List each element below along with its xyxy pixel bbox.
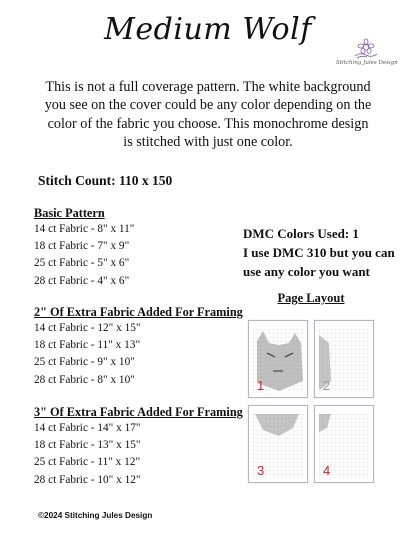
fabric-size-row: 14 ct Fabric - 14" x 17" (34, 422, 141, 434)
extra-3in-section (34, 404, 243, 489)
intro-line: is stitched with just one color. (123, 134, 293, 151)
page-layout-title: Page Layout (277, 291, 345, 305)
section-heading: Basic Pattern (34, 206, 105, 220)
extra-2in-section (34, 304, 243, 389)
fabric-size-row: 14 ct Fabric - 12" x 15" (34, 322, 141, 334)
page-thumbnail-1 (248, 320, 308, 398)
dmc-note: I use DMC 310 but you can (243, 245, 395, 261)
pattern-title: Medium Wolf (104, 12, 312, 47)
logo-text: Stitching Jules Design (336, 60, 398, 66)
section-heading: 2" Of Extra Fabric Added For Framing (34, 305, 243, 319)
page-number: 2 (323, 378, 331, 393)
intro-line: you see on the cover could be any color depending on the (44, 97, 372, 114)
dmc-info (243, 224, 395, 282)
brand-logo (336, 38, 396, 70)
intro-line: color of the fabric you choose. This monochrome design (47, 115, 369, 132)
intro-line: This is not a full coverage pattern. The white background (45, 79, 371, 95)
fabric-size-row: 28 ct Fabric - 8" x 10" (34, 373, 135, 386)
intro-paragraph (28, 78, 388, 152)
fabric-size-row: 14 ct Fabric - 8" x 11" (34, 223, 135, 235)
fabric-size-row: 18 ct Fabric - 7" x 9" (34, 240, 130, 253)
page-number: 1 (257, 378, 265, 393)
page-thumbnail-3 (248, 405, 308, 483)
page-thumbnail-4 (314, 405, 374, 483)
basic-pattern-section (34, 205, 134, 290)
fabric-size-row: 25 ct Fabric - 11" x 12" (34, 456, 141, 469)
fabric-size-row: 28 ct Fabric - 4" x 6" (34, 274, 130, 287)
fabric-size-row: 25 ct Fabric - 9" x 10" (34, 356, 135, 369)
dmc-colors-used: DMC Colors Used: 1 (243, 226, 359, 241)
stitch-count: Stitch Count: 110 x 150 (38, 173, 173, 188)
fabric-size-row: 18 ct Fabric - 13" x 15" (34, 439, 141, 452)
page-number: 3 (257, 463, 265, 478)
copyright-footer: ©2024 Stitching Jules Design (38, 511, 153, 520)
section-heading: 3" Of Extra Fabric Added For Framing (34, 405, 243, 419)
flower-logo-icon (351, 38, 381, 62)
page-number: 4 (323, 463, 331, 478)
fabric-size-row: 28 ct Fabric - 10" x 12" (34, 473, 141, 486)
page-thumbnail-2 (314, 320, 374, 398)
fabric-size-row: 18 ct Fabric - 11" x 13" (34, 339, 141, 352)
dmc-note: use any color you want (243, 264, 370, 280)
fabric-size-row: 25 ct Fabric - 5" x 6" (34, 257, 130, 270)
